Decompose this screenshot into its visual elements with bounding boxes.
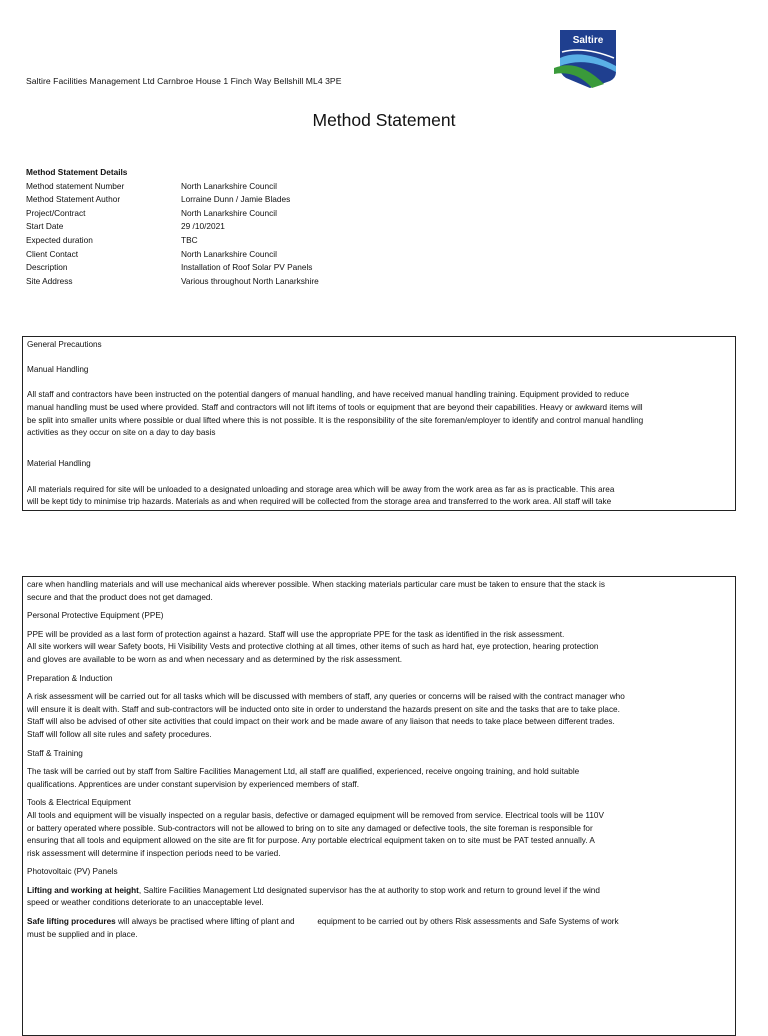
lifting-bold-label: Lifting and working at height xyxy=(27,885,139,895)
ppe-text: All site workers will wear Safety boots, Hi Visibility Vests and protective clothing at all times, other items of such as hard hat, eye protection, hearing protection xyxy=(27,642,599,652)
ppe-text: PPE will be provided as a last form of protection against a hazard. Staff will use the appropriate PPE for the task as identified in the risk assessment. xyxy=(27,629,565,639)
details-heading: Method Statement Details xyxy=(26,167,128,177)
manual-handling-heading: Manual Handling xyxy=(27,365,89,375)
material-handling-text: All materials required for site will be unloaded to a designated unloading and storage area which will be away from the work area as far as is practicable. This area xyxy=(27,484,615,494)
details-label: Site Address xyxy=(26,275,73,286)
details-row xyxy=(26,248,319,262)
preparation-text: Staff will follow all site rules and safety procedures. xyxy=(27,729,212,739)
details-value: North Lanarkshire Council xyxy=(181,207,277,218)
tools-heading: Tools & Electrical Equipment xyxy=(27,798,131,808)
precautions-continued-box xyxy=(22,576,736,1036)
saltire-logo xyxy=(552,28,622,88)
details-value: North Lanarkshire Council xyxy=(181,248,277,259)
pv-panels-heading: Photovoltaic (PV) Panels xyxy=(27,867,118,877)
details-row xyxy=(26,193,319,207)
material-handling-text: care when handling materials and will use mechanical aids wherever possible. When stacking materials particular care must be taken to ensure that the stack is xyxy=(27,580,605,589)
lifting-text xyxy=(27,885,731,898)
method-statement-details xyxy=(26,166,319,288)
material-handling-heading: Material Handling xyxy=(27,459,91,469)
details-label: Client Contact xyxy=(26,248,79,259)
preparation-text: will ensure it is dealt with. Staff and sub-contractors will be inducted onto site in order to understand the hazards present on site and the tasks that are to take place. xyxy=(27,704,620,714)
staff-training-text: qualifications. Apprentices are under constant supervision by experienced members of staff. xyxy=(27,779,360,789)
details-label: Method Statement Author xyxy=(26,194,121,205)
details-value: North Lanarkshire Council xyxy=(181,180,277,191)
material-handling-text: secure and that the product does not get damaged. xyxy=(27,592,213,602)
details-row xyxy=(26,220,319,234)
lifting-text: speed or weather conditions deteriorate to an unacceptable level. xyxy=(27,898,264,908)
manual-handling-text: activities as they occur on site on a day to day basis xyxy=(27,428,216,438)
staff-training-text: The task will be carried out by staff from Saltire Facilities Management Ltd, all staff are qualified, experienced, receive ongoing training, and hold suitable xyxy=(27,767,580,777)
manual-handling-text: manual handling must be used where provided. Staff and contractors will not lift items of tools or equipment that are beyond their capabilities. Heavy or awkward items will xyxy=(27,402,643,412)
tools-text: risk assessment will determine if inspection periods need to be varied. xyxy=(27,848,281,858)
details-row xyxy=(26,234,319,248)
ppe-text: and gloves are available to be worn as and when necessary and as determined by the risk assessment. xyxy=(27,654,403,664)
safe-lifting-text xyxy=(27,916,731,929)
details-value: Installation of Roof Solar PV Panels xyxy=(181,262,313,273)
tools-text: or battery operated where possible. Sub-contractors will not be allowed to bring on to site any damaged or defective tools, the site foreman is responsible for xyxy=(27,823,593,833)
preparation-text: Staff will also be advised of other site activities that could impact on their work and be made aware of any liaison that needs to take place between different trades. xyxy=(27,717,615,727)
preparation-heading: Preparation & Induction xyxy=(27,673,113,683)
saltire-logo-icon xyxy=(552,28,622,88)
material-handling-text: will be kept tidy to minimise trip hazards. Materials as and when required will be collected from the storage area and transferred to the work area. All staff will take xyxy=(27,497,612,507)
manual-handling-text: All staff and contractors have been instructed on the potential dangers of manual handling, and have received manual handling training. Equipment provided to reduce xyxy=(27,390,630,400)
tools-text: All tools and equipment will be visually inspected on a regular basis, defective or damaged equipment will be removed from service. Electrical tools will be 110V xyxy=(27,810,604,820)
details-label: Project/Contract xyxy=(26,207,86,218)
precautions-box xyxy=(22,336,736,511)
details-row xyxy=(26,275,319,289)
details-label: Description xyxy=(26,262,68,273)
svg-text:Saltire: Saltire xyxy=(572,35,604,46)
ppe-heading: Personal Protective Equipment (PPE) xyxy=(27,611,164,621)
safe-lifting-text-body: will always be practised where lifting of plant and equipment to be carried out by others Risk assessments and Safe Systems of work xyxy=(115,917,619,927)
details-value: TBC xyxy=(181,234,198,245)
general-precautions-heading: General Precautions xyxy=(27,340,102,349)
staff-training-heading: Staff & Training xyxy=(27,748,83,758)
company-address: Saltire Facilities Management Ltd Carnbroe House 1 Finch Way Bellshill ML4 3PE xyxy=(26,76,342,86)
details-value: 29 /10/2021 xyxy=(181,221,225,232)
tools-text: ensuring that all tools and equipment allowed on the site are fit for purpose. Any portable electrical equipment taken on to site must be PAT tested annually. A xyxy=(27,836,595,846)
lifting-text-body: , Saltire Facilities Management Ltd designated supervisor has the at authority to stop work and return to ground level if the wind xyxy=(138,885,600,895)
details-row xyxy=(26,261,319,275)
preparation-text: A risk assessment will be carried out for all tasks which will be discussed with members of staff, any queries or concerns will be raised with the contract manager who xyxy=(27,692,625,702)
manual-handling-text: be split into smaller units where possible or dual lifted where this is not possible. It is the responsibility of the site foreman/employer to identify and control manual handling xyxy=(27,415,644,425)
page-title: Method Statement xyxy=(312,110,456,130)
details-label: Start Date xyxy=(26,221,64,232)
details-label: Expected duration xyxy=(26,234,93,245)
safe-lifting-bold-label: Safe lifting procedures xyxy=(27,917,116,927)
details-row xyxy=(26,207,319,221)
details-label: Method statement Number xyxy=(26,180,125,191)
safe-lifting-text: must be supplied and in place. xyxy=(27,929,138,939)
details-value: Various throughout North Lanarkshire xyxy=(181,275,319,286)
details-row xyxy=(26,180,319,194)
details-value: Lorraine Dunn / Jamie Blades xyxy=(181,194,291,205)
